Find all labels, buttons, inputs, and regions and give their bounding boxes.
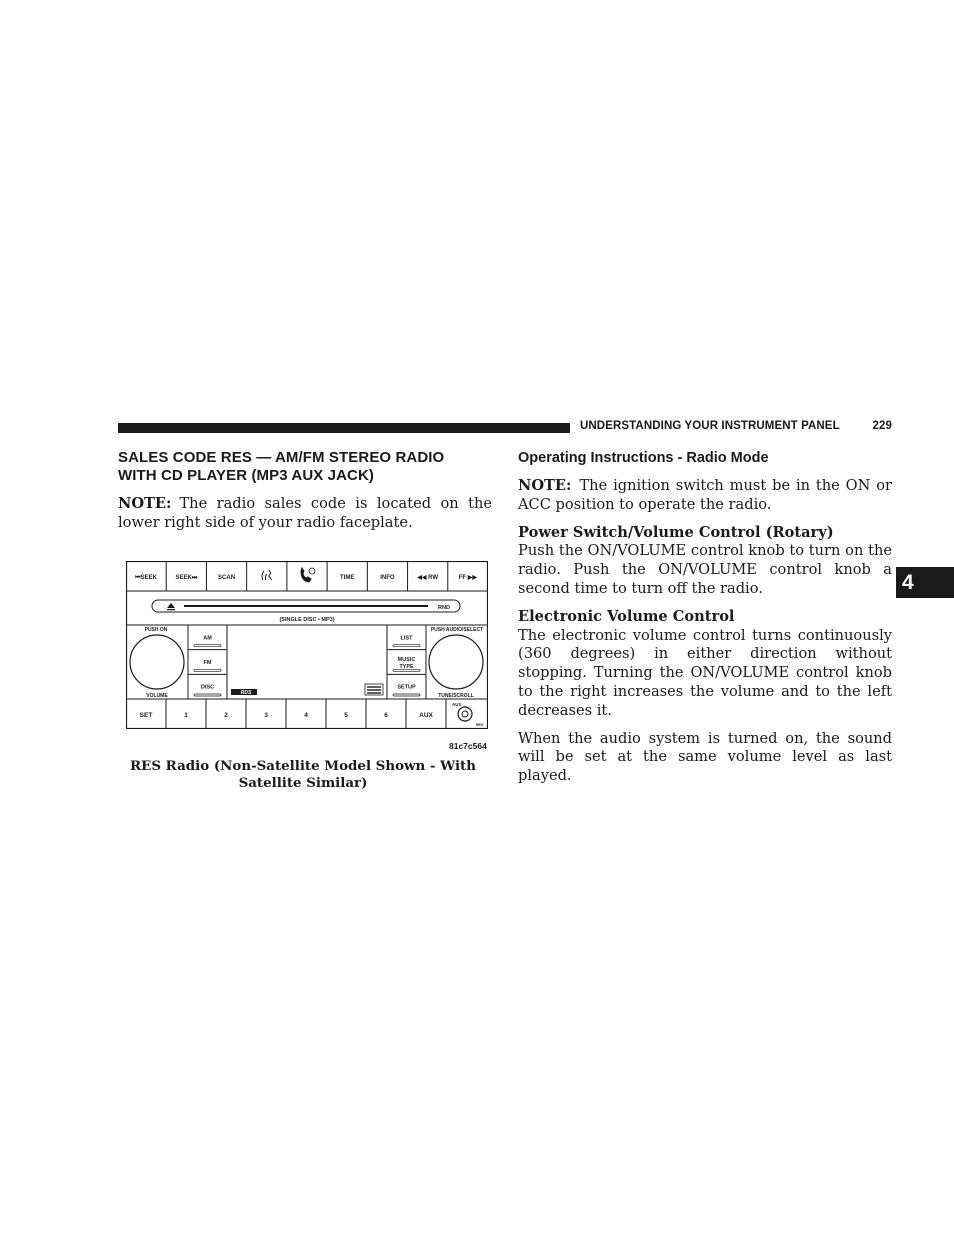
bottom-button-label-5: 5 bbox=[344, 712, 348, 719]
last-volume-text: When the audio system is turned on, the sound will be set at the same volume level as last played. bbox=[518, 729, 892, 785]
page-number: 229 bbox=[872, 420, 892, 432]
volume-control-text: The electronic volume control turns continuously (360 degrees) in either direction without stopping. Turning the ON/VOLUME control knob to the right increases the volume and to the left decreases it. bbox=[518, 626, 892, 719]
note-label: NOTE: bbox=[518, 477, 572, 494]
bottom-button-label-4: 4 bbox=[304, 712, 308, 719]
disc-slot-label: (SINGLE DISC • MP3) bbox=[279, 617, 335, 623]
section-heading bbox=[118, 449, 492, 485]
power-switch-text: Push the ON/VOLUME control knob to turn on the radio. Push the ON/VOLUME control knob a second time to turn off the radio. bbox=[518, 542, 892, 597]
top-button-label-1: SEEK⏭ bbox=[175, 575, 198, 581]
left-button-2: DISC bbox=[200, 684, 215, 691]
volume-label: VOLUME bbox=[146, 693, 168, 699]
chapter-tab: 4 bbox=[896, 567, 954, 598]
running-title: UNDERSTANDING YOUR INSTRUMENT PANEL bbox=[580, 420, 840, 432]
header-rule bbox=[118, 423, 570, 433]
section-heading-line1: SALES CODE RES — AM/FM STEREO RADIO bbox=[118, 449, 445, 466]
push-audio-label: PUSH AUDIO/SELECT bbox=[430, 627, 484, 633]
left-button-0: AM bbox=[203, 635, 212, 642]
note-text: The ignition switch must be in the ON or ACC position to operate the radio. bbox=[518, 477, 892, 513]
top-button-label-5: TIME bbox=[340, 575, 355, 581]
volume-control-heading: Electronic Volume Control bbox=[518, 607, 735, 625]
bottom-button-label-6: 6 bbox=[384, 712, 388, 719]
eject-icon bbox=[167, 603, 175, 608]
volume-knob bbox=[130, 635, 184, 689]
figure-code: 81c7c564 bbox=[449, 741, 487, 751]
bottom-button-label-1: 1 bbox=[184, 712, 188, 719]
left-button-1: FM bbox=[203, 660, 212, 666]
right-column bbox=[518, 449, 892, 786]
faceplate-outline bbox=[127, 562, 488, 729]
note-text: The radio sales code is located on the lower right side of your radio faceplate. bbox=[118, 495, 492, 531]
voice-icon bbox=[262, 570, 272, 580]
aux-jack-label: AUX bbox=[452, 702, 462, 707]
radio-faceplate-figure bbox=[126, 561, 488, 729]
push-on-label: PUSH ON bbox=[144, 627, 168, 633]
tune-scroll-label: TUNE/SCROLL bbox=[438, 693, 474, 699]
note-label: NOTE: bbox=[118, 495, 172, 512]
ignition-note bbox=[518, 477, 892, 515]
right-button-0: LIST bbox=[400, 635, 413, 642]
right-button-2: SETUP bbox=[397, 684, 416, 691]
right-button-1-line2: TYPE bbox=[399, 664, 414, 670]
cd-logo-icon bbox=[365, 684, 383, 695]
rnd-label: RND bbox=[438, 605, 450, 611]
bottom-button-label-3: 3 bbox=[264, 712, 268, 719]
running-header bbox=[580, 420, 892, 432]
aux-code: RES bbox=[476, 723, 484, 727]
bottom-button-label-2: 2 bbox=[224, 712, 228, 719]
left-column bbox=[118, 449, 492, 533]
section-heading-line2: WITH CD PLAYER (MP3 AUX JACK) bbox=[118, 467, 374, 484]
bottom-button-label-7: AUX bbox=[419, 712, 433, 719]
aux-jack bbox=[458, 707, 472, 721]
top-button-label-8: FF ▶▶ bbox=[458, 575, 478, 581]
top-button-label-2: SCAN bbox=[218, 575, 236, 581]
right-button-1-line1: MUSIC bbox=[397, 657, 416, 663]
rds-label: RDS bbox=[240, 690, 252, 696]
bottom-button-label-0: SET bbox=[139, 712, 153, 719]
operating-instructions-heading: Operating Instructions - Radio Mode bbox=[518, 450, 769, 466]
tune-knob bbox=[429, 635, 483, 689]
phone-icon bbox=[301, 568, 315, 582]
top-button-label-7: ◀◀ RW bbox=[417, 575, 439, 581]
top-button-label-6: INFO bbox=[380, 575, 395, 581]
power-switch-heading: Power Switch/Volume Control (Rotary) bbox=[518, 523, 834, 541]
sales-code-note bbox=[118, 495, 492, 533]
top-button-label-0: ⏮SEEK bbox=[135, 575, 157, 581]
figure-caption: RES Radio (Non-Satellite Model Shown - With Satellite Similar) bbox=[130, 758, 476, 791]
